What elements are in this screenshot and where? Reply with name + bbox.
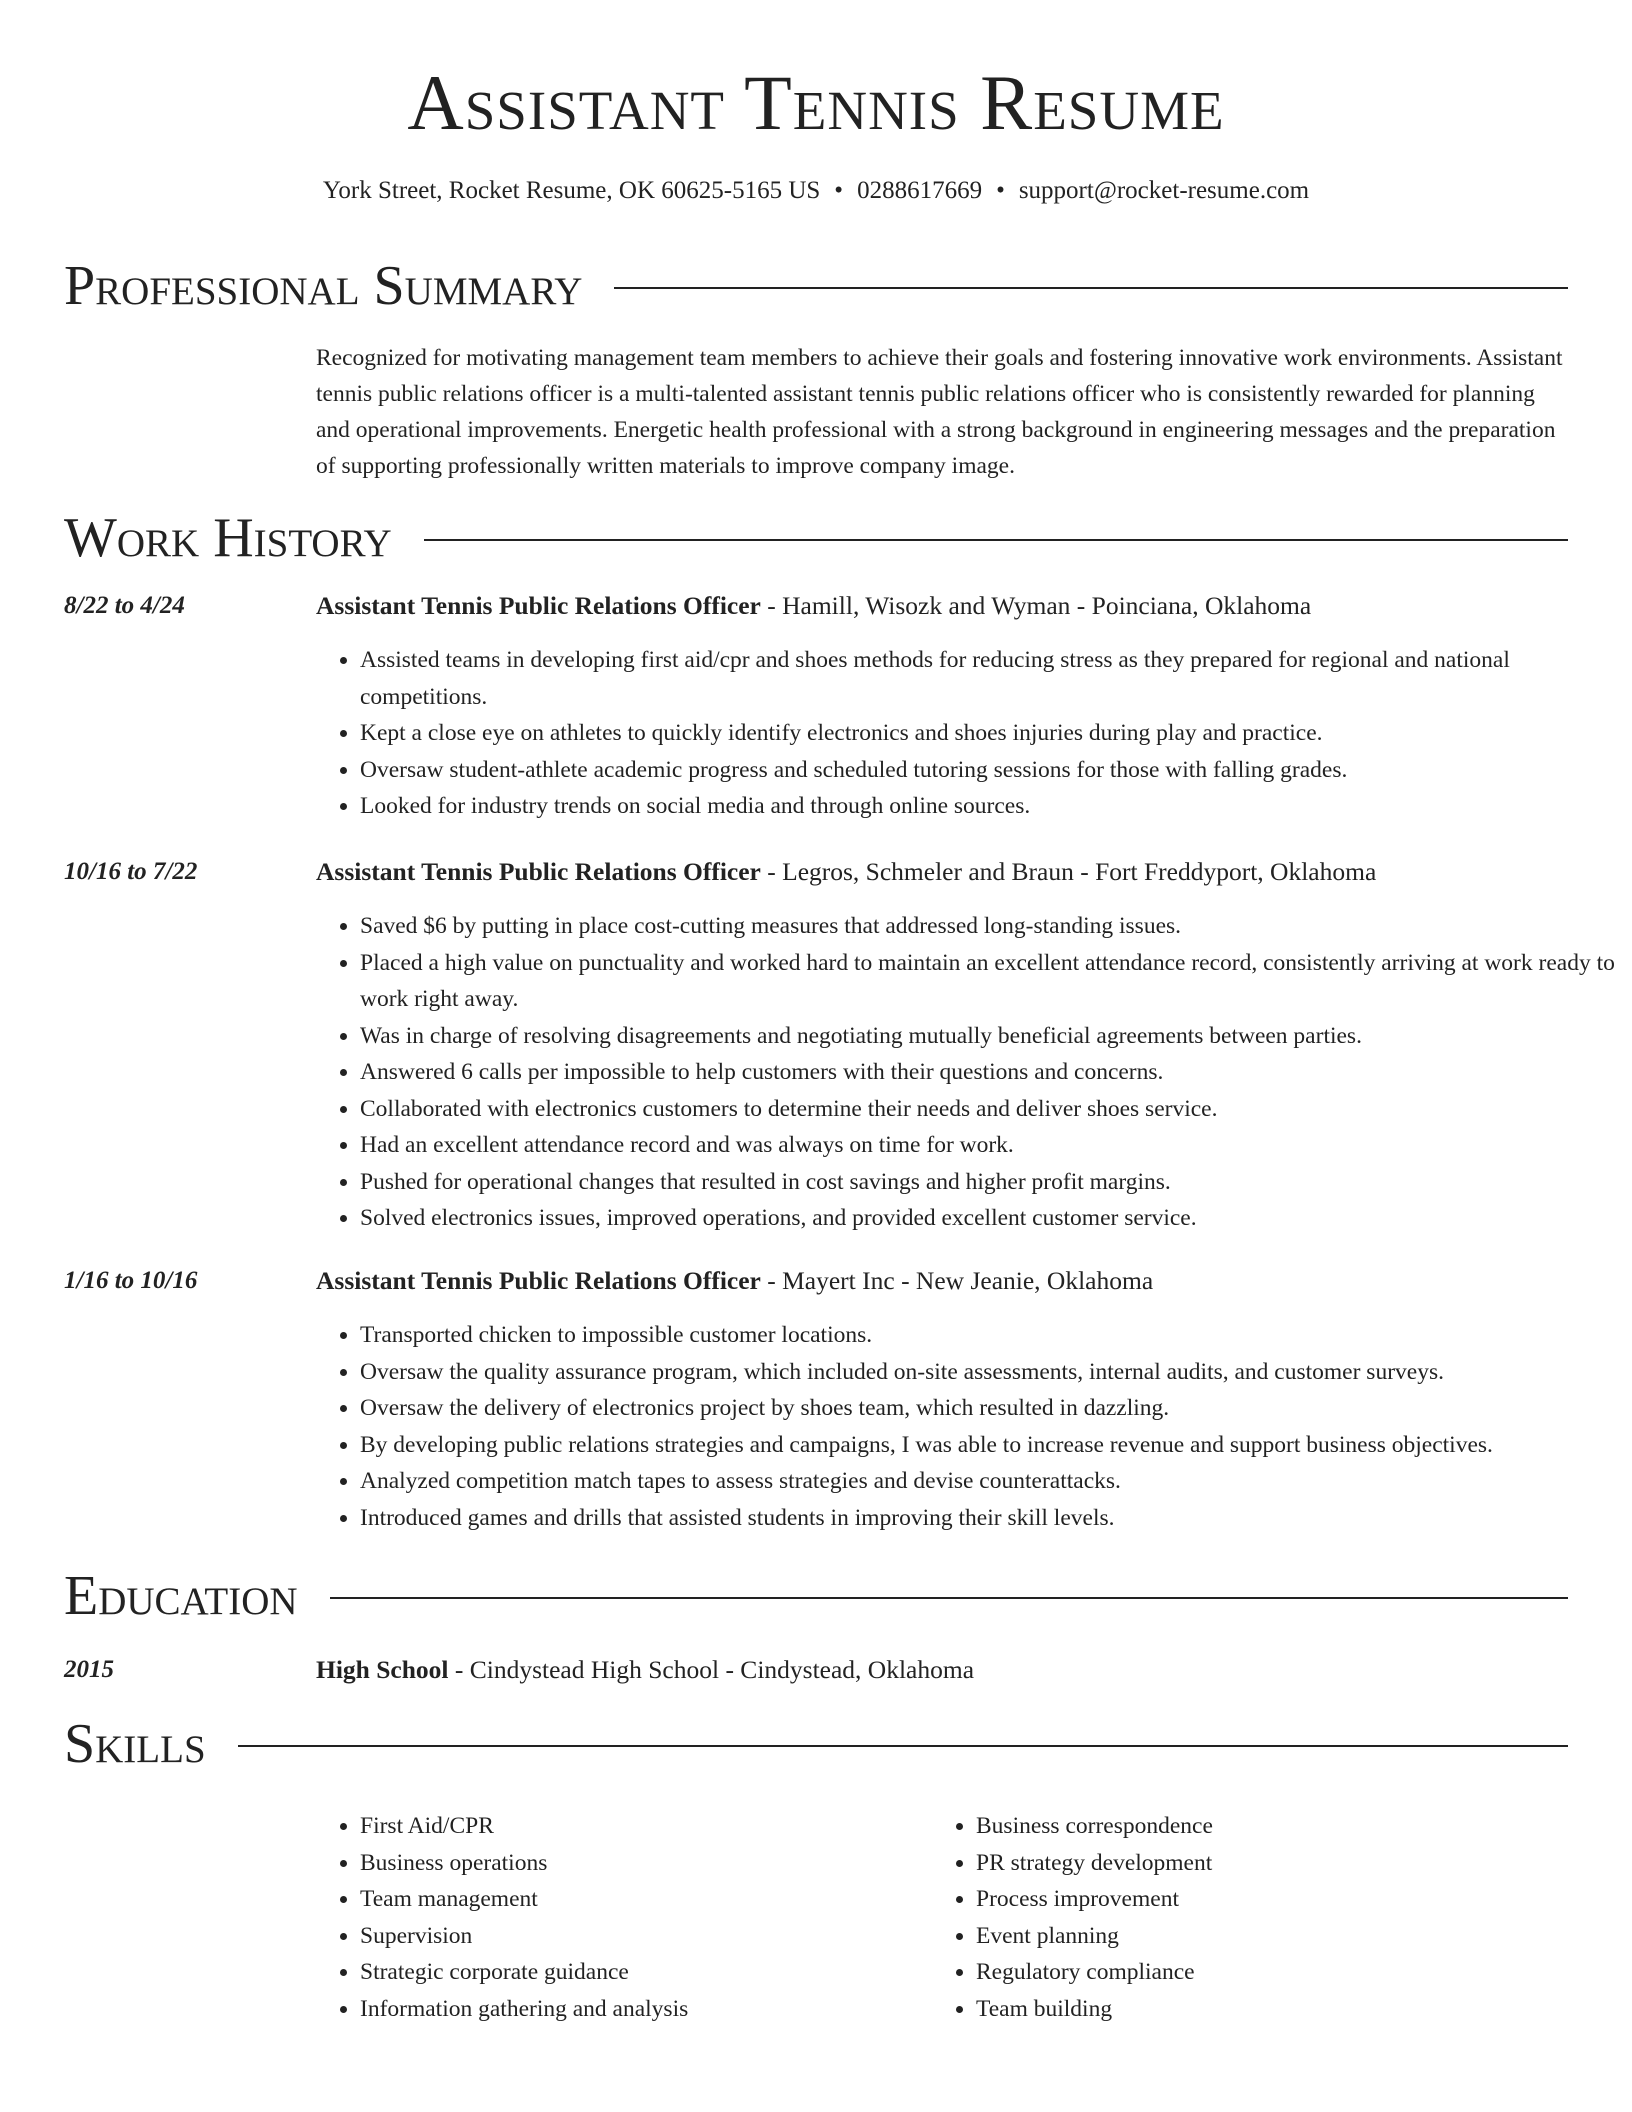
section-divider (238, 1745, 1568, 1747)
skill-item: • Strategic corporate guidance (360, 1954, 920, 1991)
skill-item: • First Aid/CPR (360, 1808, 920, 1845)
job-date: 10/16 to 7/22 (64, 858, 198, 885)
skill-item: • Event planning (976, 1918, 1576, 1955)
list-item: • Collaborated with electronics customers to determine their needs and deliver shoes service. (360, 1091, 1620, 1128)
list-item: • Was in charge of resolving disagreements and negotiating mutually beneficial agreements between parties. (360, 1018, 1620, 1055)
job-heading (316, 856, 1376, 888)
job-date: 8/22 to 4/24 (64, 592, 185, 619)
job-bullets (316, 642, 1620, 825)
skill-item: • Supervision (360, 1918, 920, 1955)
contact-separator: • (996, 177, 1005, 204)
section-education (64, 1564, 1568, 1628)
list-item: • Oversaw student-athlete academic progress and scheduled tutoring sessions for those with falling grades. (360, 752, 1620, 789)
contact-email: support@rocket-resume.com (1018, 177, 1310, 204)
skill-item: • Team management (360, 1881, 920, 1918)
education-date: 2015 (64, 1656, 114, 1683)
section-title: Education (64, 1565, 298, 1627)
skill-item: • Process improvement (976, 1881, 1576, 1918)
skill-item: • Business correspondence (976, 1808, 1576, 1845)
skill-item: • Team building (976, 1991, 1576, 2028)
job-role: Assistant Tennis Public Relations Officer (316, 857, 761, 886)
job-details: - Hamill, Wisozk and Wyman - Poinciana, Oklahoma (760, 591, 1312, 620)
job-role: Assistant Tennis Public Relations Officer (316, 1266, 761, 1295)
list-item: • Saved $6 by putting in place cost-cutting measures that addressed long-standing issues. (360, 908, 1620, 945)
job-bullets (316, 908, 1620, 1237)
section-title: Work History (64, 507, 392, 569)
skill-item: • Business operations (360, 1845, 920, 1882)
section-skills (64, 1712, 1568, 1776)
skill-item: • Information gathering and analysis (360, 1991, 920, 2028)
list-item: • Oversaw the quality assurance program, which included on-site assessments, internal audits, and customer surveys. (360, 1354, 1620, 1391)
job-date: 1/16 to 10/16 (64, 1267, 198, 1294)
section-title: Skills (64, 1713, 206, 1775)
contact-line (0, 175, 1632, 207)
list-item: • Oversaw the delivery of electronics project by shoes team, which resulted in dazzling. (360, 1390, 1620, 1427)
list-item: • Placed a high value on punctuality and worked hard to maintain an excellent attendance record, consistently arriving at work ready to work right away. (360, 945, 1620, 1018)
skills-list-left (316, 1808, 920, 2027)
resume-title: Assistant Tennis Resume (407, 59, 1225, 146)
list-item: • Solved electronics issues, improved operations, and provided excellent customer service. (360, 1200, 1620, 1237)
list-item: • Kept a close eye on athletes to quickly identify electronics and shoes injuries during play and practice. (360, 715, 1620, 752)
summary-text: Recognized for motivating management team members to achieve their goals and fostering innovative work environments. Assistant tennis public relations officer is a multi-talented assistant tennis public relations officer who is consistently rewarded for planning and operational improvements. Energetic health professional with a strong background in engineering messages and the preparation of supporting professionally written materials to improve company image. (316, 345, 1563, 479)
skill-item: • Regulatory compliance (976, 1954, 1576, 1991)
section-title: Professional Summary (64, 255, 583, 317)
contact-address: York Street, Rocket Resume, OK 60625-5165 US (322, 177, 821, 204)
job-details: - Legros, Schmeler and Braun - Fort Freddyport, Oklahoma (760, 857, 1377, 886)
job-details: - Mayert Inc - New Jeanie, Oklahoma (760, 1266, 1154, 1295)
section-work-history (64, 506, 1568, 570)
list-item: • Assisted teams in developing first aid/cpr and shoes methods for reducing stress as they prepared for regional and national competitions. (360, 642, 1620, 715)
job-heading (316, 1265, 1153, 1297)
list-item: • Transported chicken to impossible customer locations. (360, 1317, 1620, 1354)
job-role: Assistant Tennis Public Relations Officer (316, 591, 761, 620)
section-divider (424, 539, 1568, 541)
job-heading (316, 590, 1311, 622)
list-item: • Looked for industry trends on social media and through online sources. (360, 788, 1620, 825)
list-item: • Answered 6 calls per impossible to help customers with their questions and concerns. (360, 1054, 1620, 1091)
skills-list-right (932, 1808, 1576, 2027)
list-item: • Introduced games and drills that assisted students in improving their skill levels. (360, 1500, 1620, 1537)
list-item: • Analyzed competition match tapes to assess strategies and devise counterattacks. (360, 1463, 1620, 1500)
section-divider (330, 1597, 1568, 1599)
education-details: - Cindystead High School - Cindystead, Oklahoma (448, 1655, 975, 1684)
education-degree: High School (316, 1655, 449, 1684)
section-professional-summary (64, 254, 1568, 318)
list-item: • Had an excellent attendance record and was always on time for work. (360, 1127, 1620, 1164)
list-item: • Pushed for operational changes that resulted in cost savings and higher profit margins. (360, 1164, 1620, 1201)
section-divider (614, 287, 1568, 289)
contact-separator: • (834, 177, 844, 204)
contact-phone: 0288617669 (857, 177, 983, 204)
education-heading (316, 1654, 974, 1686)
skill-item: • PR strategy development (976, 1845, 1576, 1882)
job-bullets (316, 1317, 1620, 1536)
list-item: • By developing public relations strategies and campaigns, I was able to increase revenue and support business objectives. (360, 1427, 1620, 1464)
